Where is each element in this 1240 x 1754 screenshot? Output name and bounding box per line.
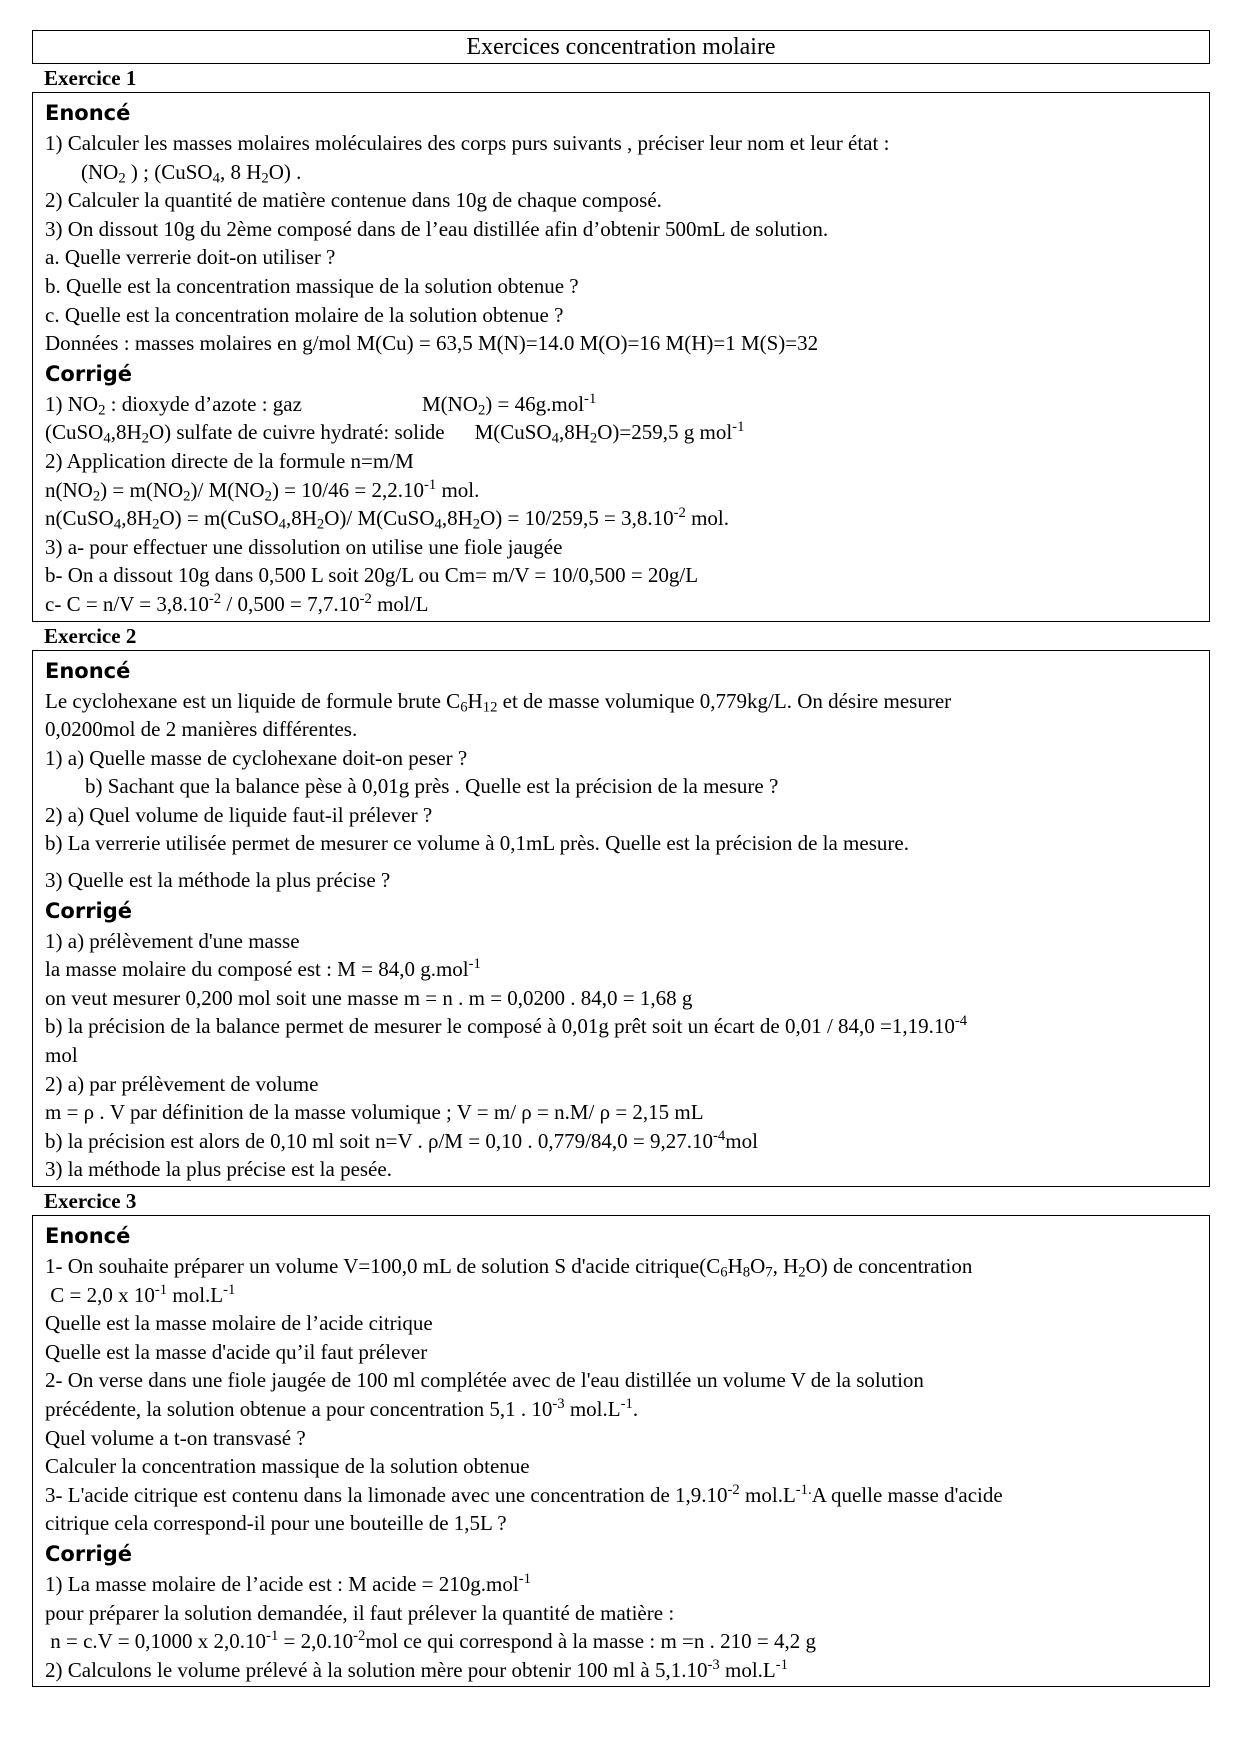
ex1-answer-1a: 1) $NO_2$ : dioxyde d’azote : gaz $M(NO_2) = 46g.mol^{-1}$ xyxy=(45,390,597,419)
ex1-enonce-heading: Enoncé xyxy=(45,101,131,125)
exercise-1-label: Exercice 1 xyxy=(44,66,137,90)
ex3-question-2-conc: précédente, la solution obtenue a pour concentration 5,1 . $10^{-3}$ $mol.L^{-1}$. xyxy=(45,1395,639,1421)
ex1-question-3: 3) On dissout 10g du 2ème composé dans de l’eau distillée afin d’obtenir 500mL de solution. xyxy=(45,216,829,241)
document-page xyxy=(32,30,1210,1687)
ex1-compounds: ($NO_2$ ) ; (CuSO$_4$, 8 $H_2O$) . xyxy=(81,159,302,187)
ex1-data: Données : masses molaires en g/mol M(Cu) = 63,5 M(N)=14.0 M(O)=16 M(H)=1 M(S)=32 xyxy=(45,331,819,356)
page-title: Exercices concentration molaire xyxy=(32,30,1210,64)
ex2-answer-2-formula: m = ρ . V par définition de la masse volumique ; V = m/ ρ = n.M/ ρ = 2,15 mL xyxy=(45,1100,704,1125)
ex3-answer-2: 2) Calculons le volume prélevé à la solution mère pour obtenir 100 ml à $5,1.10^{-3}$ $mol.L^{-1}$ xyxy=(45,1656,789,1682)
ex3-question-2-massconc: Calculer la concentration massique de la solution obtenue xyxy=(45,1454,530,1479)
ex2-question-1b: b) Sachant que la balance pèse à 0,01g près . Quelle est la précision de la mesure ? xyxy=(85,774,779,799)
ex1-answer-3b: b- On a dissout 10g dans 0,500 L soit 20g/L ou Cm= m/V = 10/0,500 = 20g/L xyxy=(45,563,699,588)
ex3-question-1-mass: Quelle est la masse d'acide qu’il faut prélever xyxy=(45,1339,428,1364)
ex1-question-1: 1) Calculer les masses molaires moléculaires des corps purs suivants , préciser leur nom et leur état : xyxy=(45,131,890,155)
ex3-question-1-molar: Quelle est la masse molaire de l’acide citrique xyxy=(45,1311,433,1336)
ex2-answer-1: 1) a) prélèvement d'une masse xyxy=(45,928,300,953)
ex1-corrige-heading: Corrigé xyxy=(45,361,133,386)
ex2-answer-2a: 2) a) par prélèvement de volume xyxy=(45,1071,319,1096)
exercise-2-label: Exercice 2 xyxy=(44,623,137,648)
ex1-answer-3a: 3) a- pour effectuer une dissolution on utilise une fiole jaugée xyxy=(45,534,563,559)
exercise-3-box xyxy=(32,1215,1210,1687)
ex3-question-3-cont: citrique cela correspond-il pour une bouteille de 1,5L ? xyxy=(45,1511,507,1536)
ex1-answer-1b: $(CuSO_4,8H_2O)$ sulfate de cuivre hydraté: solide $M(CuSO_4,8H_2O)=259,5$ g mol$^{-1}$ xyxy=(45,419,745,448)
ex1-question-3c: c. Quelle est la concentration molaire de la solution obtenue ? xyxy=(45,302,564,327)
exercise-1-box xyxy=(32,92,1210,622)
exercise-3-label: Exercice 3 xyxy=(44,1189,137,1213)
ex3-corrige-heading: Corrigé xyxy=(45,1541,133,1566)
ex3-enonce-heading: Enoncé xyxy=(45,1224,131,1248)
ex2-answer-1b: b) la précision de la balance permet de mesurer le composé à 0,01g prêt soit un écart de $0,01 / 84,0 =1,19.10^{-4}$ xyxy=(45,1013,968,1039)
ex1-answer-3c: c- $C = n/V = 3,8.10^{-2} / 0,500 = 7,7.10^{-2}$ mol/L xyxy=(45,590,429,616)
ex2-question-1a: 1) a) Quelle masse de cyclohexane doit-on peser ? xyxy=(45,745,468,770)
ex2-answer-2b: b) la précision est alors de 0,10 ml soit n=V . ρ/M = 0,10 . $0,779/84,0 = 9,27.10^{-4}mol$ xyxy=(45,1127,758,1153)
exercise-2-box xyxy=(32,650,1210,1188)
ex1-answer-2: 2) Application directe de la formule n=m/M xyxy=(45,448,414,473)
ex2-intro-cont: 0,0200mol de 2 manières différentes. xyxy=(45,717,358,742)
ex1-answer-2a: $n(NO_2) = m(NO_2)/$ $M(NO_2) = 10/46 = 2,2.10^{-1}$ mol. xyxy=(45,476,480,505)
ex3-answer-1: 1) La masse molaire de l’acide est : M acide = 210g.mol$^{-1}$ xyxy=(45,1570,531,1596)
ex3-question-1: 1- On souhaite préparer un volume V=100,0 mL de solution S d'acide $citrique(C_6H_8O_7$, $H_2O$) de concentration xyxy=(45,1254,973,1281)
ex2-answer-1-mass: on veut mesurer 0,200 mol soit une masse m = n . m = 0,0200 . 84,0 = 1,68 g xyxy=(45,985,693,1010)
ex2-answer-1b-unit: mol xyxy=(45,1043,78,1068)
ex1-question-3b: b. Quelle est la concentration massique de la solution obtenue ? xyxy=(45,273,579,298)
ex2-corrige-heading: Corrigé xyxy=(45,898,133,923)
ex3-question-3: 3- L'acide citrique est contenu dans la limonade avec une concentration de $1,9.10^{-2}$ $mol.L^{-1.}A$ quelle masse d'acide xyxy=(45,1481,1003,1507)
ex3-answer-1c: n = c.V = 0,1000 x $2,0.10^{-1} = 2,0.10^{-2}mol$ ce qui correspond à la masse : m =n . 210 = 4,2 g xyxy=(45,1628,816,1654)
ex2-question-3: 3) Quelle est la méthode la plus précise ? xyxy=(45,868,391,893)
ex3-question-2: 2- On verse dans une fiole jaugée de 100 ml complétée avec de l'eau distillée un volume V de la solution xyxy=(45,1368,924,1393)
ex1-answer-2b: $n(CuSO_4,8H_2O)$ = $m(CuSO_4,8H_2O)/$ $M(CuSO_4,8H_2O) = 10/259,5 = 3,8.10^{-2}$ mol. xyxy=(45,505,729,533)
ex2-question-2b: b) La verrerie utilisée permet de mesurer ce volume à 0,1mL près. Quelle est la précision de la mesure. xyxy=(45,831,909,856)
ex3-question-2-volume: Quel volume a t-on transvasé ? xyxy=(45,1425,306,1450)
ex2-intro: Le cyclohexane est un liquide de formule brute $C_6H_{12}$ et de masse volumique 0,779kg/L. On désire mesurer xyxy=(45,688,952,716)
ex1-question-2: 2) Calculer la quantité de matière contenue dans 10g de chaque composé. xyxy=(45,188,662,213)
ex3-answer-1b: pour préparer la solution demandée, il faut prélever la quantité de matière : xyxy=(45,1600,675,1625)
ex1-question-3a: a. Quelle verrerie doit-on utiliser ? xyxy=(45,245,336,270)
ex2-question-2a: 2) a) Quel volume de liquide faut-il prélever ? xyxy=(45,802,433,827)
ex3-question-1-conc: C = 2,0 x $10^{-1}$ $mol.L^{-1}$ xyxy=(45,1281,236,1307)
ex2-enonce-heading: Enoncé xyxy=(45,658,131,683)
ex2-answer-1-molar: la masse molaire du composé est : M = 84,0 g.mol$^{-1}$ xyxy=(45,956,481,982)
ex2-answer-3: 3) la méthode la plus précise est la pesée. xyxy=(45,1157,392,1182)
